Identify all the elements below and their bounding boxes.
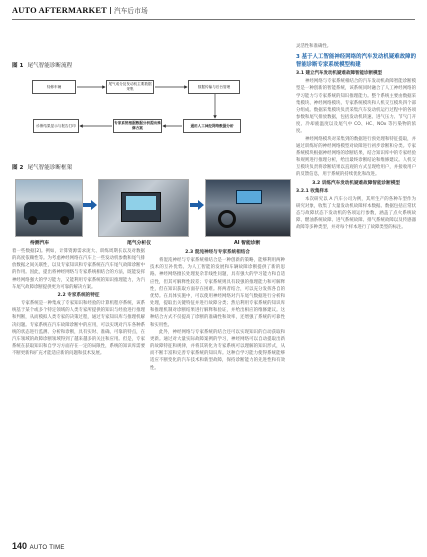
figure-2-caption [12,163,72,171]
flow-box-vehicle: 待修车辆 [32,80,76,94]
section-heading-main: 3 基于人工智能神经网络的汽车发动机疑难故障的智能诊断专家系统模型构建 [296,54,416,69]
paragraph: 将混沌神经与专家系统相结合是一种创新的策略，能够利用两种技术的互补优势。为人工智能的发展和车辆故障诊断提供了新的思路。神经网络擅长处理复杂非线性问题，具有强大的学习能力和自适应性，但其可解释性较差；专家系统则具有较强的推理能力和可解释性，但在知识获取方面存在困难。将两者结合，可以充分发挥各自的优势。在具体实施中，可以使用神经网络对汽车尾气数据进行分析和处理，提取出关键特征并进行故障分类；然后利用专家系统的知识库和推理机制对诊断结果进行解释和验证，并给出相应的维修建议。这种结合方式不仅提高了诊断的准确性和效率，还增强了系统的可靠性和实用性。 [150,258,285,328]
dashboard-screen [236,190,262,204]
left-column-text [12,248,145,536]
analyzer-screen [126,196,156,210]
page-number: 140 [12,541,28,551]
flow-box-neural-network: 通用人工神经网络数据分析 [183,119,241,133]
figure-2-arrow-2 [190,200,204,210]
header-title-en: AUTO AFTERMARKET [12,6,107,15]
test-vehicle-label: 待测汽车 [30,241,50,246]
figure-2-title: 尾气智能诊断框架 [27,165,73,171]
flow-box-data-collection: 尾气成分及发动机主要数据采集 [106,80,154,94]
middle-column-text [150,248,285,536]
test-vehicle-photo [15,179,83,237]
steering-wheel [218,210,236,228]
figure-1-title: 尾气智能诊断流程 [27,63,73,69]
section-heading: 2.2 专家系统的特征 [57,292,100,298]
ai-diagnosis-label: AI 智能诊断 [234,241,261,246]
flow-box-expert-system: 专家系统根据数据分析提出维修方案 [113,119,162,133]
section-heading: 2.3 混沌神经与专家系统相结合 [185,250,250,255]
paragraph: 灵活性和准确性。 [296,44,332,49]
paragraph: 专家系统是一种集成了专家知识和经验的计算机程序系统，该系统基于某个或多个特定领域的人类专家所提供的知识与经验进行推理和判断，从而模拟人类专家的决策过程，通过专家知识库与推理机解决问题。专家系统在汽车故障诊断中的应用，可以实现对汽车各种系统的状态进行监测、分析和诊断，具有实时、准确、可靠的特点，在汽车领域的故障诊断领域得到了越来越多的关注和应用。但是，专家系统在获取知识和自学习方面存在一定的局限性，系统的知识库需要不断更新和扩充才能适应新的问题和技术发展。 [12,301,145,357]
page-footer [12,541,65,551]
subsubsection-heading: 3.2.1 收集样本 [296,188,329,194]
figure-2-number: 图 2 [12,165,24,171]
paragraph: 着一些数据[2]。例如，计算资源需求庞大、训练周期长以及对数据的高度依赖性等。为考虑神经网络在汽车上一些发动机参数和尾气排放数据之间关联性，以及专家知识和专家系统在汽车尾气故障诊断中的作用。因此，提出将神经网络与专家系统相结合的方法，既能发挥神经网络强大的学习能力，又能利用专家系统的知识推理能力，为汽车尾气故障诊断提供更为可靠的解决方案。 [12,249,145,290]
flow-box-result-display: 诊断结果显示与报告打印 [33,119,79,133]
subsection-heading: 3.1 建立汽车发动机疑难故障智能诊断模型 [296,71,383,77]
paragraph: 神经网络与专家系统相结合的汽车发动机故障智能诊断模型是一种创新的智能系统，该系统同时融合了人工神经网络的学习能力与专家系统的知识推理能力。整个系统主要由数据采集模块、神经网络模块、专家系统模块和人机交互模块四个部分组成。数据采集模块负责采集汽车发动机运行过程中的各项参数和尾气排放数据，包括发动机转速、进气压力、节气门开度、冷却液温度以及尾气中 CO、HC、NOx 等污染物的浓度。 [296,79,416,135]
figure-1-number: 图 1 [12,63,24,69]
header-title-cn: 汽车后市场 [113,7,148,15]
magazine-name: AUTO TIME [29,545,65,551]
figure-2-arrow-1 [83,200,97,210]
paragraph: 神经网络模块对采集到的数据进行预处理和特征提取，并通过训练好的神经网络模型对故障进行初步诊断和分类。专家系统模块根据神经网络的诊断结果，结合知识库中的专家经验和规则进行推理分析，给出最终诊断结论和维修建议。人机交互模块负责将诊断结果以直观的方式呈现给用户，并接收用户的反馈信息，用于系统的持续优化和改进。 [296,136,416,178]
subsection-heading: 3.2 训练汽车发动机疑难故障智能诊断模型 [312,180,400,186]
paragraph: 此外，神经网络与专家系统的结合还可以实现知识的自动获取和更新。通过对大量实际故障案例的学习，神经网络可以自动提取出新的故障特征和规律，并将其转化为专家系统可以理解的知识形式，从而不断丰富和完善专家系统的知识库。这种自学习能力使得系统能够适应不断变化的汽车技术和新型故障，保持诊断能力的先进性和有效性。 [150,329,285,371]
car-wheel-front [28,216,37,225]
flow-box-data-transmission: 数据传输与后台管理 [188,80,240,94]
exhaust-analyzer-photo [98,179,189,237]
ai-diagnosis-photo [205,179,291,237]
car-wheel-rear [60,216,69,225]
right-column-text [296,43,416,536]
paragraph: 本次研究以 A 汽车公司为例，其所生产的各种车型作为研究对象，收集了大量发动机故障样本数据。数据包括正常状态与故障状态下发动机的各项运行参数，涵盖了点火系统故障、燃油系统故障、进气系统故障、排气系统故障以及传感器故障等多种类型，并对每个样本进行了故障类型的标注。 [296,196,416,231]
exhaust-analyzer-label: 尾气分析仪 [127,241,151,246]
